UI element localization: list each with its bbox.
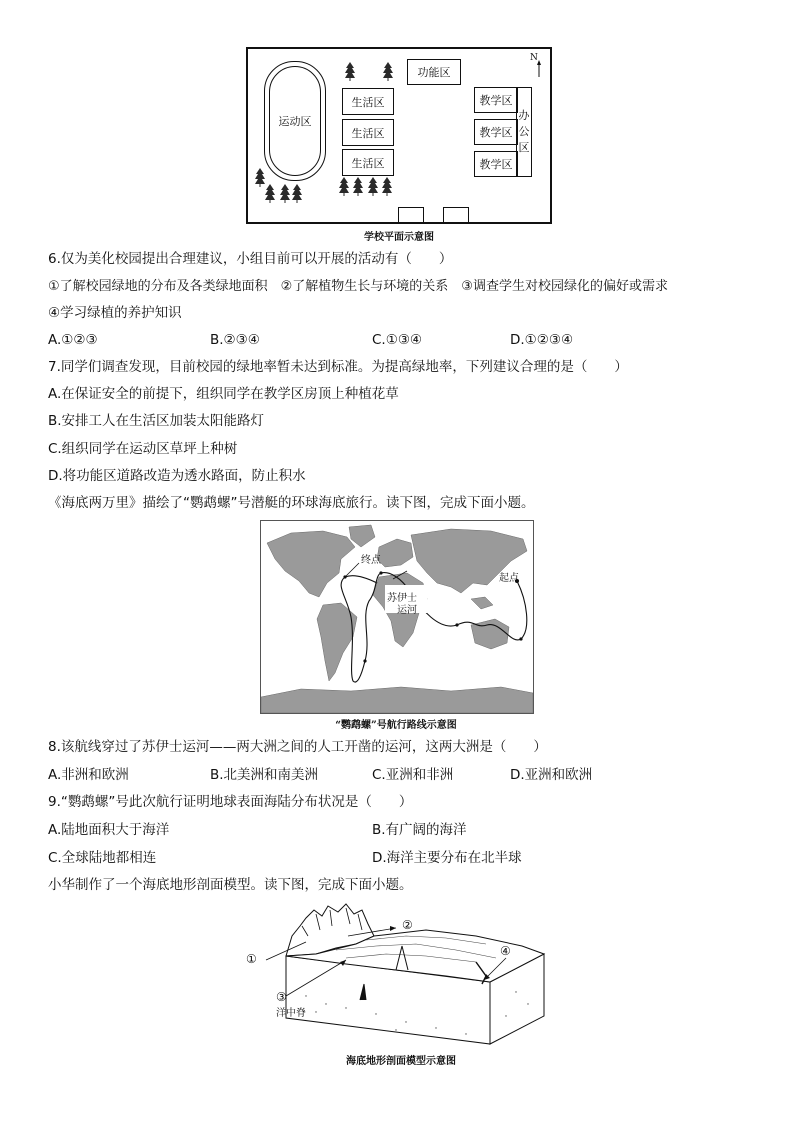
school-map-caption: 学校平面示意图 — [364, 232, 434, 243]
world-map-caption: “鹦鹉螺”号航行路线示意图 — [335, 720, 457, 731]
living-area-label: 生活区 — [351, 156, 385, 170]
mark-2: ② — [402, 918, 413, 932]
teaching-area-label: 教学区 — [479, 126, 513, 139]
north-label: N — [530, 53, 538, 63]
school-map — [246, 47, 552, 224]
q6-stem: 6.仅为美化校园提出合理建议，小组目前可以开展的活动有（ ） — [48, 251, 453, 267]
world-map — [260, 520, 534, 714]
q7-option-a[interactable]: A.在保证安全的前提下，组织同学在教学区房顶上种植花草 — [48, 386, 399, 402]
q6-option-a[interactable]: A.①②③ — [48, 332, 98, 348]
tree-icon — [255, 168, 265, 187]
q6-option-b[interactable]: B.②③④ — [210, 332, 260, 348]
ridge-label: 洋中脊 — [276, 1008, 306, 1019]
office-char: 公 — [518, 125, 530, 138]
q6-option-c[interactable]: C.①③④ — [372, 332, 423, 348]
tree-icon — [280, 184, 290, 203]
q8-option-b[interactable]: B.北美洲和南美洲 — [210, 767, 319, 783]
q9-option-c[interactable]: C.全球陆地都相连 — [48, 850, 157, 866]
mark-4: ④ — [500, 944, 511, 958]
sports-area-label: 运动区 — [278, 115, 312, 128]
q7-stem: 7.同学们调查发现，目前校园的绿地率暂未达到标准。为提高绿地率，下列建议合理的是（ ） — [48, 359, 628, 375]
q7-option-c[interactable]: C.组织同学在运动区草坪上种树 — [48, 441, 238, 457]
q6-items-line1: ①了解校园绿地的分布及各类绿地面积 ②了解植物生长与环境的关系 ③调查学生对校园绿化的偏好或需求 — [48, 279, 668, 294]
q7-option-b[interactable]: B.安排工人在生活区加装太阳能路灯 — [48, 413, 265, 429]
world-map-graphic — [261, 521, 533, 713]
route-end-label: 终点 — [361, 555, 381, 566]
tree-icon — [368, 177, 378, 196]
mark-1: ① — [246, 952, 257, 966]
q9-option-a[interactable]: A.陆地面积大于海洋 — [48, 822, 170, 838]
office-char: 区 — [518, 141, 530, 154]
q9-option-b[interactable]: B.有广阔的海洋 — [372, 822, 467, 838]
tree-icon — [292, 184, 302, 203]
seafloor-model — [246, 896, 556, 1046]
tree-icon — [265, 184, 275, 203]
q8-option-c[interactable]: C.亚洲和非洲 — [372, 767, 454, 783]
q6-option-d[interactable]: D.①②③④ — [510, 332, 574, 348]
suez-label-1: 苏伊士 — [387, 593, 417, 604]
office-char: 办 — [518, 109, 530, 122]
living-area-label: 生活区 — [351, 95, 385, 109]
function-area-label: 功能区 — [417, 66, 451, 79]
tree-icon — [353, 177, 363, 196]
tree-icon — [345, 62, 355, 81]
seafloor-caption: 海底地形剖面模型示意图 — [346, 1056, 456, 1067]
q8-option-a[interactable]: A.非洲和欧洲 — [48, 767, 129, 783]
teaching-area-label: 教学区 — [479, 158, 513, 171]
tree-icon — [383, 62, 393, 81]
tree-icon — [382, 177, 392, 196]
mark-3: ③ — [276, 990, 287, 1004]
suez-label-2: 运河 — [397, 605, 417, 616]
q8-option-d[interactable]: D.亚洲和欧洲 — [510, 767, 593, 783]
route-start-label: 起点 — [499, 573, 519, 584]
seafloor-graphic — [246, 896, 556, 1046]
tree-icon — [339, 177, 349, 196]
q9-option-d[interactable]: D.海洋主要分布在北半球 — [372, 850, 522, 866]
teaching-area-label: 教学区 — [479, 94, 513, 107]
intro-model: 小华制作了一个海底地形剖面模型。读下图，完成下面小题。 — [48, 877, 413, 893]
trees — [248, 49, 548, 221]
q8-stem: 8.该航线穿过了苏伊士运河——两大洲之间的人工开凿的运河，这两大洲是（ ） — [48, 739, 547, 755]
q7-option-d[interactable]: D.将功能区道路改造为透水路面，防止积水 — [48, 468, 306, 484]
intro-map: 《海底两万里》描绘了“鹦鹉螺”号潜艇的环球海底旅行。读下图，完成下面小题。 — [48, 495, 535, 511]
living-area-label: 生活区 — [351, 126, 385, 140]
q6-items-line2: ④学习绿植的养护知识 — [48, 305, 182, 321]
q9-stem: 9.“鹦鹉螺”号此次航行证明地球表面海陆分布状况是（ ） — [48, 794, 413, 810]
